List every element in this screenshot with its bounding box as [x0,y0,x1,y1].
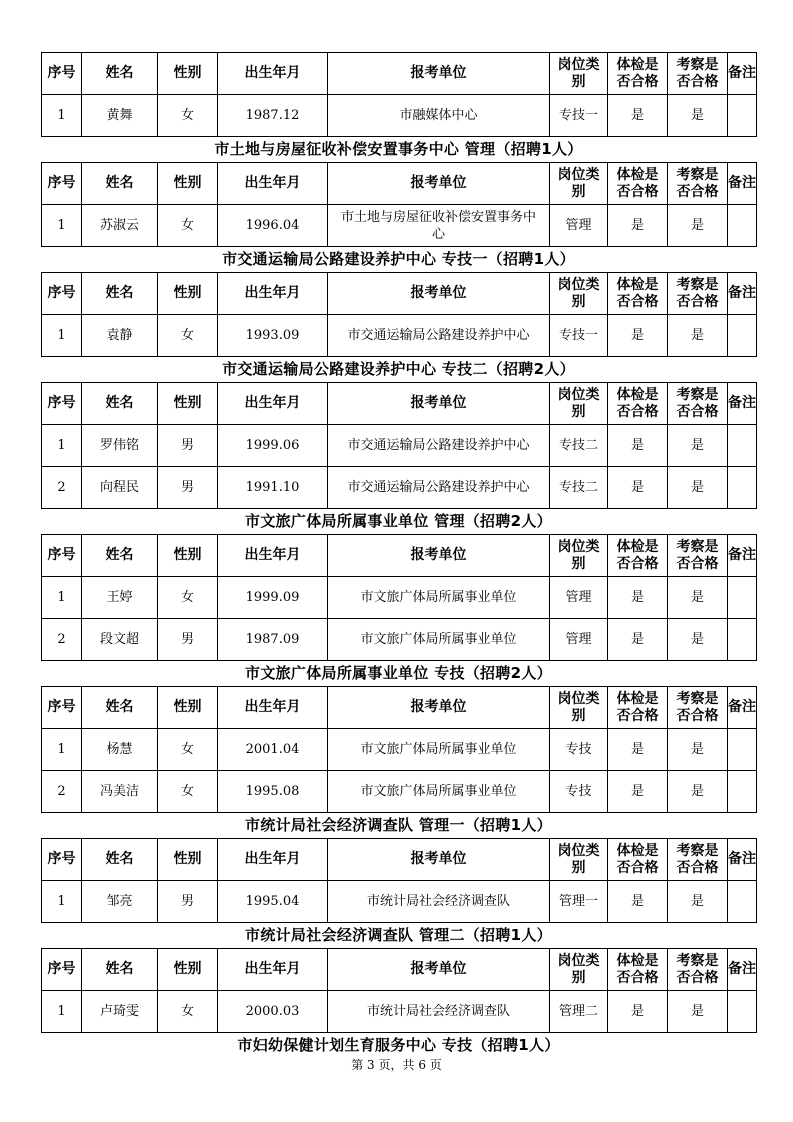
header-birth: 出生年月 [218,383,328,425]
header-review: 考察是否合格 [668,383,728,425]
header-gender: 性别 [158,273,218,315]
unit-text: 市融媒体中心 [399,108,478,123]
header-seq: 序号 [42,535,82,577]
cell-post-type: 专技一 [550,315,608,357]
results-table [41,272,757,357]
header-post-type: 岗位类别 [550,839,608,881]
header-birth: 出生年月 [218,273,328,315]
cell-physical: 是 [608,577,668,619]
cell-unit [328,425,550,467]
header-physical: 体检是否合格 [608,535,668,577]
cell-birth: 1995.04 [218,881,328,923]
cell-remark [728,205,757,247]
cell-remark [728,425,757,467]
table-row [42,425,757,467]
cell-name: 段文超 [82,619,158,661]
cell-remark [728,881,757,923]
cell-name: 黄舞 [82,95,158,137]
cell-seq: 1 [42,991,82,1033]
header-review: 考察是否合格 [668,535,728,577]
table-row [42,205,757,247]
header-birth: 出生年月 [218,839,328,881]
section-title: 市土地与房屋征收补偿安置事务中心 管理（招聘1人） [214,140,583,158]
table-row [42,991,757,1033]
cell-physical: 是 [608,991,668,1033]
cell-gender: 男 [158,467,218,509]
cell-seq: 1 [42,95,82,137]
header-remark: 备注 [728,839,757,881]
cell-remark [728,577,757,619]
cell-name: 邹亮 [82,881,158,923]
table-row [42,729,757,771]
cell-gender: 女 [158,95,218,137]
header-physical: 体检是否合格 [608,273,668,315]
results-table [41,534,757,661]
table-row [42,315,757,357]
header-physical: 体检是否合格 [608,163,668,205]
header-name: 姓名 [82,53,158,95]
cell-post-type: 专技 [550,771,608,813]
cell-birth: 1995.08 [218,771,328,813]
results-table [41,686,757,813]
unit-text: 市交通运输局公路建设养护中心 [347,328,530,343]
header-unit: 报考单位 [328,535,550,577]
section-title: 市交通运输局公路建设养护中心 专技一（招聘1人） [222,250,575,268]
unit-text: 市文旅广体局所属事业单位 [360,784,517,799]
header-unit: 报考单位 [328,839,550,881]
cell-remark [728,729,757,771]
cell-birth: 1993.09 [218,315,328,357]
cell-remark [728,467,757,509]
header-unit: 报考单位 [328,53,550,95]
cell-remark [728,619,757,661]
header-name: 姓名 [82,535,158,577]
header-seq: 序号 [42,53,82,95]
unit-text: 市文旅广体局所属事业单位 [360,632,517,647]
table-row [42,881,757,923]
results-table [41,52,757,137]
cell-post-type: 管理 [550,205,608,247]
cell-gender: 女 [158,771,218,813]
header-remark: 备注 [728,273,757,315]
cell-gender: 女 [158,315,218,357]
cell-unit [328,881,550,923]
cell-name: 冯美洁 [82,771,158,813]
header-gender: 性别 [158,163,218,205]
cell-remark [728,95,757,137]
header-remark: 备注 [728,687,757,729]
cell-review: 是 [668,95,728,137]
header-gender: 性别 [158,687,218,729]
header-seq: 序号 [42,383,82,425]
header-review: 考察是否合格 [668,273,728,315]
cell-name: 杨慧 [82,729,158,771]
header-physical: 体检是否合格 [608,949,668,991]
cell-unit [328,315,550,357]
cell-remark [728,771,757,813]
cell-seq: 2 [42,771,82,813]
cell-review: 是 [668,991,728,1033]
cell-physical: 是 [608,315,668,357]
header-name: 姓名 [82,687,158,729]
cell-review: 是 [668,619,728,661]
header-post-type: 岗位类别 [550,383,608,425]
cell-unit [328,577,550,619]
cell-physical: 是 [608,619,668,661]
cell-review: 是 [668,577,728,619]
cell-gender: 男 [158,881,218,923]
unit-text: 市交通运输局公路建设养护中心 [347,480,530,495]
table-row [42,95,757,137]
cell-birth: 1987.09 [218,619,328,661]
unit-text: 市统计局社会经济调查队 [366,894,510,909]
cell-post-type: 管理二 [550,991,608,1033]
cell-name: 袁静 [82,315,158,357]
cell-gender: 女 [158,205,218,247]
unit-text: 市交通运输局公路建设养护中心 [347,438,530,453]
header-unit: 报考单位 [328,687,550,729]
cell-unit [328,771,550,813]
header-name: 姓名 [82,839,158,881]
cell-review: 是 [668,881,728,923]
cell-post-type: 管理一 [550,881,608,923]
cell-unit [328,991,550,1033]
cell-review: 是 [668,205,728,247]
table-row [42,771,757,813]
header-unit: 报考单位 [328,949,550,991]
table-header-row [42,383,757,425]
cell-physical: 是 [608,425,668,467]
cell-name: 王婷 [82,577,158,619]
header-gender: 性别 [158,839,218,881]
results-table [41,162,757,247]
header-unit: 报考单位 [328,273,550,315]
cell-physical: 是 [608,467,668,509]
cell-physical: 是 [608,881,668,923]
header-remark: 备注 [728,383,757,425]
cell-seq: 1 [42,577,82,619]
header-post-type: 岗位类别 [550,53,608,95]
cell-name: 苏淑云 [82,205,158,247]
section-title: 市文旅广体局所属事业单位 管理（招聘2人） [245,512,552,530]
cell-seq: 1 [42,315,82,357]
cell-seq: 2 [42,467,82,509]
table-header-row [42,535,757,577]
header-seq: 序号 [42,687,82,729]
table-row [42,467,757,509]
header-name: 姓名 [82,383,158,425]
header-remark: 备注 [728,163,757,205]
header-physical: 体检是否合格 [608,839,668,881]
table-row [42,577,757,619]
unit-text: 市文旅广体局所属事业单位 [360,590,517,605]
header-unit: 报考单位 [328,383,550,425]
section-title: 市交通运输局公路建设养护中心 专技二（招聘2人） [222,360,575,378]
cell-post-type: 管理 [550,577,608,619]
header-remark: 备注 [728,949,757,991]
results-table [41,382,757,509]
header-remark: 备注 [728,535,757,577]
section-title: 市统计局社会经济调查队 管理二（招聘1人） [245,926,552,944]
cell-review: 是 [668,425,728,467]
cell-remark [728,315,757,357]
cell-physical: 是 [608,205,668,247]
header-name: 姓名 [82,273,158,315]
cell-seq: 2 [42,619,82,661]
header-birth: 出生年月 [218,535,328,577]
table-header-row [42,163,757,205]
cell-seq: 1 [42,881,82,923]
cell-unit [328,729,550,771]
header-name: 姓名 [82,949,158,991]
cell-birth: 2000.03 [218,991,328,1033]
cell-post-type: 专技一 [550,95,608,137]
cell-birth: 1999.09 [218,577,328,619]
cell-post-type: 专技二 [550,467,608,509]
unit-text: 市文旅广体局所属事业单位 [360,742,517,757]
unit-text: 市统计局社会经济调查队 [366,1004,510,1019]
cell-gender: 男 [158,619,218,661]
cell-post-type: 管理 [550,619,608,661]
header-review: 考察是否合格 [668,839,728,881]
header-seq: 序号 [42,949,82,991]
cell-gender: 女 [158,729,218,771]
header-review: 考察是否合格 [668,53,728,95]
cell-name: 卢琦雯 [82,991,158,1033]
cell-gender: 女 [158,577,218,619]
cell-birth: 1991.10 [218,467,328,509]
section-title: 市统计局社会经济调查队 管理一（招聘1人） [245,816,552,834]
table-header-row [42,839,757,881]
cell-unit [328,95,550,137]
section-title: 市妇幼保健计划生育服务中心 专技（招聘1人） [237,1036,560,1054]
cell-review: 是 [668,315,728,357]
header-seq: 序号 [42,839,82,881]
page-footer: 第 3 页，共 6 页 [351,1058,442,1072]
results-table [41,838,757,923]
cell-gender: 男 [158,425,218,467]
header-gender: 性别 [158,383,218,425]
cell-post-type: 专技二 [550,425,608,467]
document-page [41,52,756,1058]
header-physical: 体检是否合格 [608,383,668,425]
cell-physical: 是 [608,729,668,771]
header-review: 考察是否合格 [668,163,728,205]
header-gender: 性别 [158,53,218,95]
header-post-type: 岗位类别 [550,687,608,729]
cell-unit [328,467,550,509]
header-gender: 性别 [158,535,218,577]
table-header-row [42,53,757,95]
header-review: 考察是否合格 [668,949,728,991]
header-gender: 性别 [158,949,218,991]
header-birth: 出生年月 [218,53,328,95]
unit-text: 市土地与房屋征收补偿安置事务中心 [340,209,536,242]
cell-review: 是 [668,467,728,509]
header-seq: 序号 [42,163,82,205]
cell-review: 是 [668,729,728,771]
results-table [41,948,757,1033]
table-header-row [42,687,757,729]
cell-physical: 是 [608,95,668,137]
cell-birth: 1996.04 [218,205,328,247]
header-post-type: 岗位类别 [550,163,608,205]
header-name: 姓名 [82,163,158,205]
header-birth: 出生年月 [218,949,328,991]
cell-seq: 1 [42,729,82,771]
header-remark: 备注 [728,53,757,95]
cell-birth: 2001.04 [218,729,328,771]
header-physical: 体检是否合格 [608,687,668,729]
cell-seq: 1 [42,205,82,247]
header-post-type: 岗位类别 [550,535,608,577]
cell-birth: 1987.12 [218,95,328,137]
cell-birth: 1999.06 [218,425,328,467]
header-review: 考察是否合格 [668,687,728,729]
cell-gender: 女 [158,991,218,1033]
header-post-type: 岗位类别 [550,949,608,991]
cell-seq: 1 [42,425,82,467]
cell-review: 是 [668,771,728,813]
table-header-row [42,949,757,991]
table-header-row [42,273,757,315]
cell-post-type: 专技 [550,729,608,771]
cell-name: 罗伟铭 [82,425,158,467]
cell-unit [328,205,550,247]
header-seq: 序号 [42,273,82,315]
header-birth: 出生年月 [218,687,328,729]
header-post-type: 岗位类别 [550,273,608,315]
header-physical: 体检是否合格 [608,53,668,95]
cell-remark [728,991,757,1033]
header-birth: 出生年月 [218,163,328,205]
cell-physical: 是 [608,771,668,813]
cell-name: 向程民 [82,467,158,509]
header-unit: 报考单位 [328,163,550,205]
cell-unit [328,619,550,661]
table-row [42,619,757,661]
section-title: 市文旅广体局所属事业单位 专技（招聘2人） [245,664,552,682]
